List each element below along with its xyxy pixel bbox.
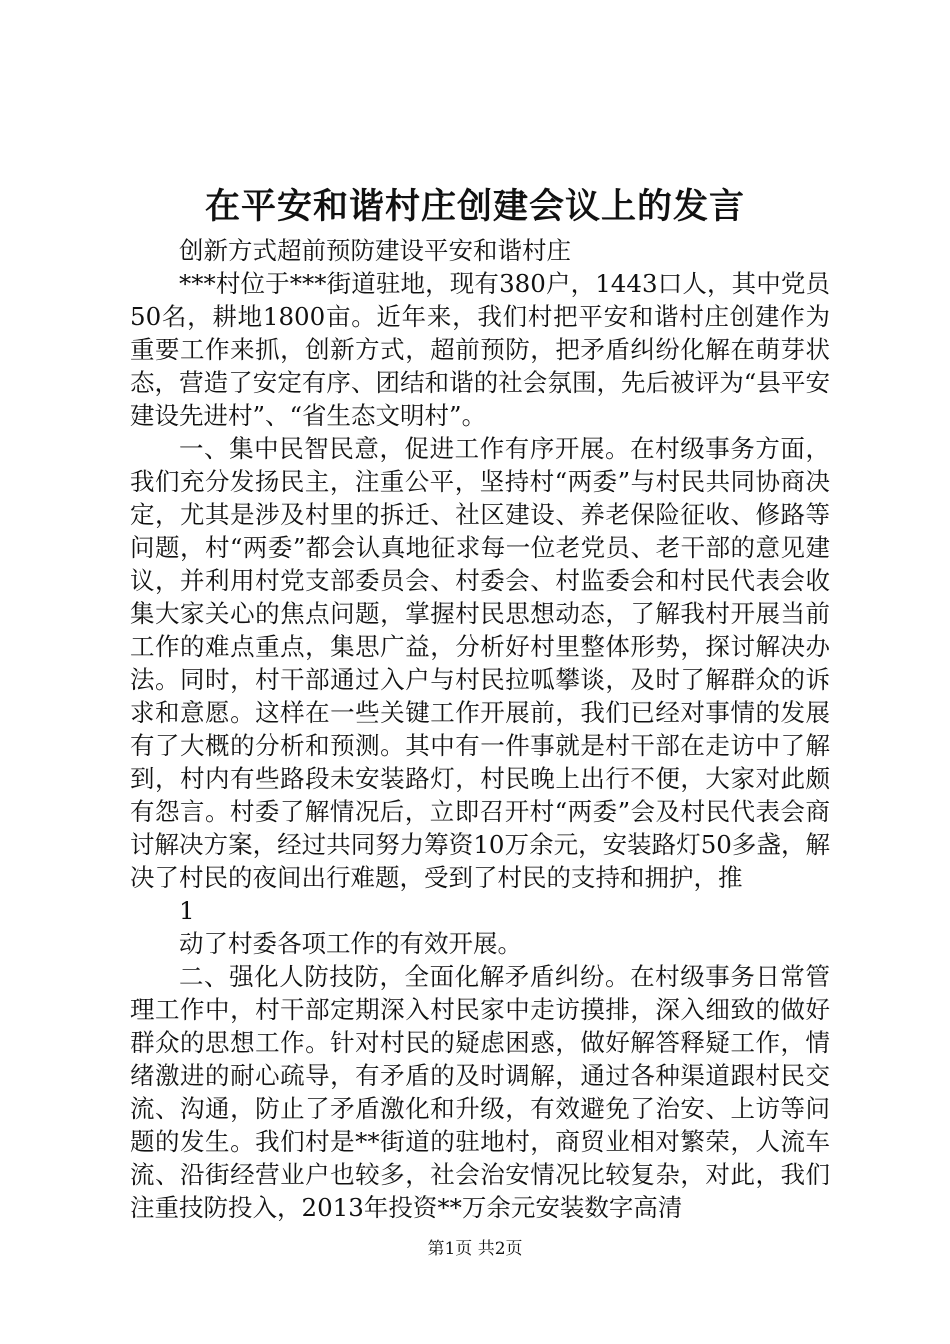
paragraph-continuation: 动了村委各项工作的有效开展。 [179, 929, 522, 958]
paragraph-intro: ***村位于***街道驻地，现有380户，1443口人，其中党员50名，耕地1800亩。近年来，我们村把平安和谐村庄创建作为重要工作来抓，创新方式，超前预防，把矛盾纠纷化解在萌芽状态，营造了安定有序、团结和谐的社会氛围，先后被评为“县平安建设先进村”、“省生态文明村”。 [130, 269, 830, 430]
paragraph-section-two: 二、强化人防技防，全面化解矛盾纠纷。在村级事务日常管理工作中，村干部定期深入村民家中走访摸排，深入细致的做好群众的思想工作。针对村民的疑虑困惑，做好解答释疑工作，情绪激进的耐心疏导，有矛盾的及时调解，通过各种渠道跟村民交流、沟通，防止了矛盾激化和升级，有效避免了治安、上访等问题的发生。我们村是**街道的驻地村，商贸业相对繁荣，人流车流、沿街经营业户也较多，社会治安情况比较复杂，对此，我们注重技防投入，2013年投资**万余元安装数字高清 [130, 962, 830, 1222]
inline-page-number: 1 [179, 896, 195, 925]
page-footer: 第1页 共2页 [427, 1239, 523, 1259]
paragraph-section-one: 一、集中民智民意，促进工作有序开展。在村级事务方面，我们充分发扬民主，注重公平，坚持村“两委”与村民共同协商决定，尤其是涉及村里的拆迁、社区建设、养老保险征收、修路等问题，村“两委”都会认真地征求每一位老党员、老干部的意见建议，并利用村党支部委员会、村委会、村监委会和村民代表会收集大家关心的焦点问题，掌握村民思想动态，了解我村开展当前工作的难点重点，集思广益，分析好村里整体形势，探讨解决办法。同时，村干部通过入户与村民拉呱攀谈，及时了解群众的诉求和意愿。这样在一些关键工作开展前，我们已经对事情的发展有了大概的分析和预测。其中有一件事就是村干部在走访中了解到，村内有些路段未安装路灯，村民晚上出行不便，大家对此颇有怨言。村委了解情况后，立即召开村“两委”会及村民代表会商讨解决方案，经过共同努力筹资10万余元，安装路灯50多盏，解决了村民的夜间出行难题，受到了村民的支持和拥护，推 [130, 434, 830, 892]
document-subtitle: 创新方式超前预防建设平安和谐村庄 [179, 236, 571, 265]
document-body [130, 234, 830, 1224]
document-title: 在平安和谐村庄创建会议上的发言 [204, 186, 745, 227]
